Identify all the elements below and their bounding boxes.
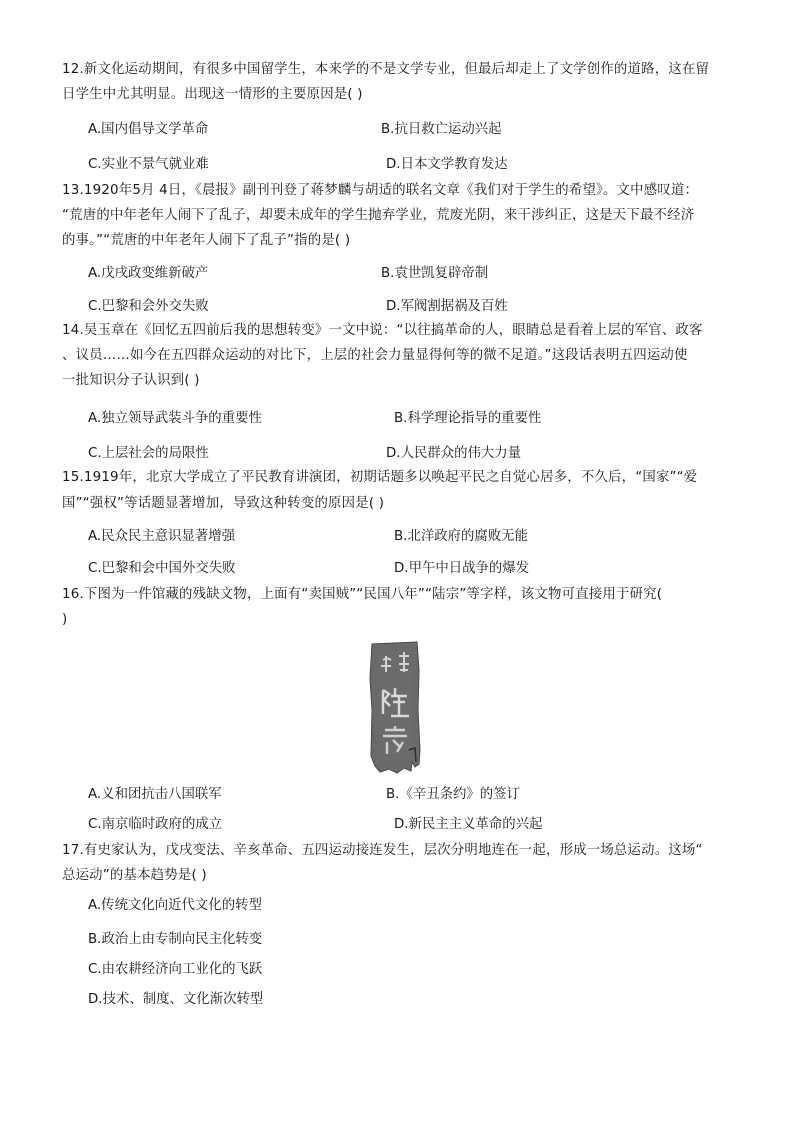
q14-stem-line-2: 、议员……如今在五四群众运动的对比下，上层的社会力量显得何等的微不足道。”这段话表明五四运动使	[62, 348, 688, 363]
q12-stem-line-1: 12.新文化运动期间，有很多中国留学生，本来学的不是文学专业，但最后却走上了文学创作的道路，这在留	[62, 62, 710, 77]
q13-option-c: C.巴黎和会外交失败	[88, 299, 209, 314]
q12-option-d: D.日本文学教育发达	[386, 157, 508, 172]
q16-stem-line-1: 16.下图为一件馆藏的残缺文物，上面有“卖国贼”“民国八年”“陆宗”等字样，该文物可直接用于研究(	[62, 587, 663, 602]
q15-option-d: D.甲午中日战争的爆发	[394, 561, 530, 576]
q16-option-a: A.义和团抗击八国联军	[88, 787, 222, 802]
q14-option-d: D.人民群众的伟大力量	[386, 446, 522, 461]
q14-option-a: A.独立领导武装斗争的重要性	[88, 411, 262, 426]
q13-stem-line-2: “荒唐的中年老年人闹下了乱子，却要未成年的学生抛弃学业，荒废光阴，来干涉纠正，这是天下最不经济	[62, 208, 695, 223]
q15-stem-line-1: 15.1919年，北京大学成立了平民教育讲演团，初期话题多以唤起平民之自觉心居多，不久后，“国家”“爱	[62, 470, 698, 485]
q13-option-d: D.军阀割据祸及百姓	[386, 299, 508, 314]
q14-option-b: B.科学理论指导的重要性	[394, 411, 542, 426]
q15-option-a: A.民众民主意识显著增强	[88, 529, 236, 544]
q17-stem-line-2: 总运动”的基本趋势是( )	[62, 868, 207, 883]
q12-option-c: C.实业不景气就业难	[88, 157, 209, 172]
q12-stem-line-2: 日学生中尤其明显。出现这一情形的主要原因是( )	[62, 87, 363, 102]
q15-option-c: C.巴黎和会中国外交失败	[88, 561, 236, 576]
q15-stem-line-2: 国”“强权”等话题显著增加，导致这种转变的原因是( )	[62, 496, 385, 511]
q13-stem-line-3: 的事。”“荒唐的中年老年人闹下了乱子”指的是( )	[62, 233, 351, 248]
q16-stem-line-2: )	[62, 612, 68, 627]
artifact-photo	[369, 640, 421, 775]
q12-option-a: A.国内倡导文学革命	[88, 122, 209, 137]
q17-option-d: D.技术、制度、文化渐次转型	[88, 992, 264, 1007]
q16-option-d: D.新民主主义革命的兴起	[394, 817, 543, 832]
q15-option-b: B.北洋政府的腐败无能	[394, 529, 528, 544]
q13-option-a: A.戊戌政变维新破产	[88, 266, 209, 281]
q17-option-b: B.政治上由专制向民主化转变	[88, 932, 263, 947]
q16-option-b: B.《辛丑条约》的签订	[386, 787, 520, 802]
q13-stem-line-1: 13.1920年5月 4日，《晨报》副刊刊登了蒋梦麟与胡适的联名文章《我们对于学生的希望》。文中感叹道：	[62, 183, 699, 198]
q17-stem-line-1: 17.有史家认为，戊戌变法、辛亥革命、五四运动接连发生，层次分明地连在一起，形成一场总运动。这场“	[62, 843, 703, 858]
q14-stem-line-3: 一批知识分子认识到( )	[62, 373, 200, 388]
q12-option-b: B.抗日救亡运动兴起	[381, 122, 502, 137]
q14-stem-line-1: 14.吴玉章在《回忆五四前后我的思想转变》一文中说：“以往搞革命的人，眼睛总是看着上层的军官、政客	[62, 323, 703, 338]
q17-option-a: A.传统文化向近代文化的转型	[88, 898, 262, 913]
q17-option-c: C.由农耕经济向工业化的飞跃	[88, 962, 263, 977]
q14-option-c: C.上层社会的局限性	[88, 446, 209, 461]
q16-option-c: C.南京临时政府的成立	[88, 817, 223, 832]
q13-option-b: B.袁世凯复辟帝制	[381, 266, 489, 281]
